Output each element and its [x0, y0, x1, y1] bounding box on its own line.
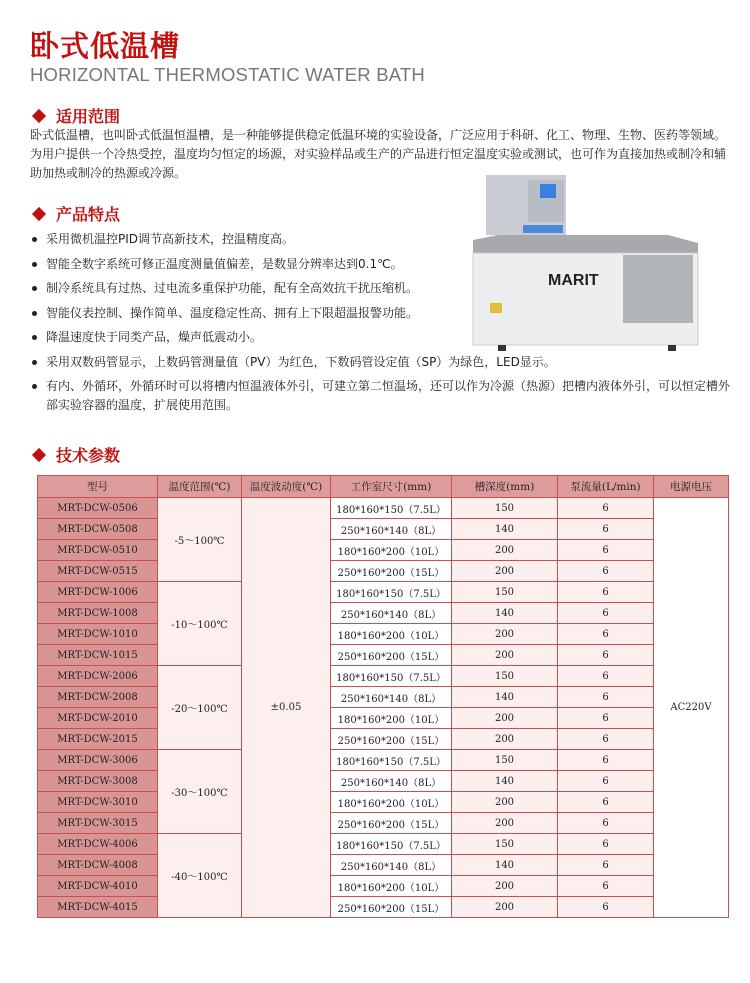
table-row: [38, 876, 729, 897]
table-row: [38, 603, 729, 624]
model-cell: MRT-DCW-3015: [38, 813, 158, 834]
list-item: 降温速度快于同类产品，燥声低震动小。: [30, 328, 466, 347]
model-cell: MRT-DCW-1010: [38, 624, 158, 645]
chamber-size-cell: 180*160*150（7.5L）: [331, 666, 452, 687]
list-item: 智能仪表控制、操作简单、温度稳定性高、拥有上下限超温报警功能。: [30, 304, 466, 323]
diamond-icon: [32, 447, 46, 461]
flow-cell: 6: [558, 645, 654, 666]
column-header: 电源电压: [654, 476, 729, 498]
chamber-size-cell: 180*160*200（10L）: [331, 708, 452, 729]
flow-cell: 6: [558, 813, 654, 834]
chamber-size-cell: 180*160*200（10L）: [331, 624, 452, 645]
depth-cell: 200: [452, 645, 558, 666]
table-row: [38, 561, 729, 582]
model-cell: MRT-DCW-1008: [38, 603, 158, 624]
table-row: [38, 519, 729, 540]
table-row: [38, 582, 729, 603]
section-title: 适用范围: [56, 107, 121, 126]
diamond-icon: [32, 108, 46, 122]
column-header: 型号: [38, 476, 158, 498]
specs-table: [37, 475, 729, 918]
chamber-size-cell: 250*160*140（8L）: [331, 687, 452, 708]
chamber-size-cell: 250*160*140（8L）: [331, 771, 452, 792]
flow-cell: 6: [558, 687, 654, 708]
flow-cell: 6: [558, 540, 654, 561]
table-row: [38, 771, 729, 792]
list-item: 采用双数码管显示，上数码管测量值（PV）为红色，下数码管设定值（SP）为绿色，LED显示。: [30, 353, 730, 372]
depth-cell: 200: [452, 561, 558, 582]
flow-cell: 6: [558, 708, 654, 729]
table-row: [38, 540, 729, 561]
model-cell: MRT-DCW-0510: [38, 540, 158, 561]
flow-cell: 6: [558, 897, 654, 918]
column-header: 槽深度(mm): [452, 476, 558, 498]
list-item: 有内、外循环，外循环时可以将槽内恒温液体外引，可建立第二恒温场，还可以作为冷源（热源）把槽内液体外引，可以恒定槽外部实验容器的温度，扩展使用范围。: [30, 377, 730, 415]
chamber-size-cell: 250*160*200（15L）: [331, 897, 452, 918]
depth-cell: 200: [452, 708, 558, 729]
flow-cell: 6: [558, 603, 654, 624]
temp-range-cell: -40～100℃: [158, 834, 242, 918]
column-header: 温度波动度(℃): [242, 476, 331, 498]
temp-range-cell: -20～100℃: [158, 666, 242, 750]
column-header: 工作室尺寸(mm): [331, 476, 452, 498]
temp-range-cell: -10～100℃: [158, 582, 242, 666]
list-item: 智能全数字系统可修正温度测量值偏差，是数显分辨率达到0.1℃。: [30, 255, 466, 274]
column-header: 温度范围(℃): [158, 476, 242, 498]
model-cell: MRT-DCW-1006: [38, 582, 158, 603]
section-title: 技术参数: [56, 446, 121, 465]
depth-cell: 150: [452, 666, 558, 687]
column-header: 泵流量(L/min): [558, 476, 654, 498]
model-cell: MRT-DCW-3008: [38, 771, 158, 792]
scope-text: 卧式低温槽，也叫卧式低温恒温槽，是一种能够提供稳定低温环境的实验设备，广泛应用于科研、化工、物理、生物、医药等领域。为用户提供一个冷热受控，温度均匀恒定的场源，对实验样品或生产的产品进行恒定温度实验或测试，也可作为直接加热或制冷和辅助加热或制冷的热源或冷源。: [30, 128, 727, 180]
section-features-heading: [32, 202, 120, 225]
depth-cell: 140: [452, 771, 558, 792]
flow-cell: 6: [558, 582, 654, 603]
table-row: [38, 834, 729, 855]
chamber-size-cell: 180*160*150（7.5L）: [331, 750, 452, 771]
chamber-size-cell: 250*160*200（15L）: [331, 645, 452, 666]
flow-cell: 6: [558, 666, 654, 687]
model-cell: MRT-DCW-4006: [38, 834, 158, 855]
depth-cell: 140: [452, 855, 558, 876]
table-row: [38, 855, 729, 876]
section-title: 产品特点: [56, 205, 121, 224]
table-row: [38, 708, 729, 729]
page-subtitle: HORIZONTAL THERMOSTATIC WATER BATH: [30, 64, 425, 85]
model-cell: MRT-DCW-0515: [38, 561, 158, 582]
depth-cell: 150: [452, 498, 558, 519]
depth-cell: 140: [452, 519, 558, 540]
chamber-size-cell: 250*160*140（8L）: [331, 603, 452, 624]
brand-logo: MARIT: [548, 272, 599, 289]
model-cell: MRT-DCW-0506: [38, 498, 158, 519]
chamber-size-cell: 180*160*150（7.5L）: [331, 834, 452, 855]
model-cell: MRT-DCW-3010: [38, 792, 158, 813]
flow-cell: 6: [558, 624, 654, 645]
table-row: [38, 897, 729, 918]
chamber-size-cell: 250*160*200（15L）: [331, 561, 452, 582]
product-image: [468, 175, 700, 355]
flow-cell: 6: [558, 834, 654, 855]
depth-cell: 200: [452, 729, 558, 750]
flow-cell: 6: [558, 855, 654, 876]
flow-cell: 6: [558, 561, 654, 582]
flow-cell: 6: [558, 750, 654, 771]
model-cell: MRT-DCW-0508: [38, 519, 158, 540]
table-row: [38, 792, 729, 813]
model-cell: MRT-DCW-4015: [38, 897, 158, 918]
depth-cell: 200: [452, 897, 558, 918]
model-cell: MRT-DCW-3006: [38, 750, 158, 771]
chamber-size-cell: 250*160*200（15L）: [331, 729, 452, 750]
depth-cell: 140: [452, 687, 558, 708]
table-row: [38, 687, 729, 708]
depth-cell: 140: [452, 603, 558, 624]
chamber-size-cell: 180*160*200（10L）: [331, 540, 452, 561]
chamber-size-cell: 180*160*200（10L）: [331, 876, 452, 897]
flow-cell: 6: [558, 729, 654, 750]
model-cell: MRT-DCW-2010: [38, 708, 158, 729]
section-scope-heading: [32, 104, 120, 127]
chamber-size-cell: 180*160*150（7.5L）: [331, 498, 452, 519]
model-cell: MRT-DCW-4010: [38, 876, 158, 897]
table-row: [38, 645, 729, 666]
temp-range-cell: -30～100℃: [158, 750, 242, 834]
voltage-cell: AC220V: [654, 498, 729, 918]
table-row: [38, 813, 729, 834]
chamber-size-cell: 250*160*200（15L）: [331, 813, 452, 834]
section-specs-heading: [32, 443, 120, 466]
table-row: [38, 498, 729, 519]
model-cell: MRT-DCW-1015: [38, 645, 158, 666]
model-cell: MRT-DCW-2008: [38, 687, 158, 708]
list-item: 制冷系统具有过热、过电流多重保护功能，配有全高效抗干扰压缩机。: [30, 279, 466, 298]
depth-cell: 150: [452, 834, 558, 855]
fluctuation-cell: ±0.05: [242, 498, 331, 918]
diamond-icon: [32, 206, 46, 220]
table-row: [38, 666, 729, 687]
depth-cell: 200: [452, 792, 558, 813]
model-cell: MRT-DCW-2006: [38, 666, 158, 687]
list-item: 采用微机温控PID调节高新技术，控温精度高。: [30, 230, 466, 249]
table-row: [38, 729, 729, 750]
chamber-size-cell: 250*160*140（8L）: [331, 519, 452, 540]
depth-cell: 200: [452, 813, 558, 834]
flow-cell: 6: [558, 498, 654, 519]
flow-cell: 6: [558, 519, 654, 540]
table-row: [38, 624, 729, 645]
model-cell: MRT-DCW-4008: [38, 855, 158, 876]
flow-cell: 6: [558, 876, 654, 897]
depth-cell: 150: [452, 582, 558, 603]
table-row: [38, 750, 729, 771]
model-cell: MRT-DCW-2015: [38, 729, 158, 750]
temp-range-cell: -5～100℃: [158, 498, 242, 582]
flow-cell: 6: [558, 792, 654, 813]
depth-cell: 200: [452, 624, 558, 645]
depth-cell: 200: [452, 876, 558, 897]
chamber-size-cell: 180*160*150（7.5L）: [331, 582, 452, 603]
flow-cell: 6: [558, 771, 654, 792]
depth-cell: 200: [452, 540, 558, 561]
chamber-size-cell: 180*160*200（10L）: [331, 792, 452, 813]
depth-cell: 150: [452, 750, 558, 771]
table-header-row: [38, 476, 729, 498]
chamber-size-cell: 250*160*140（8L）: [331, 855, 452, 876]
page-title: 卧式低温槽: [30, 29, 181, 63]
